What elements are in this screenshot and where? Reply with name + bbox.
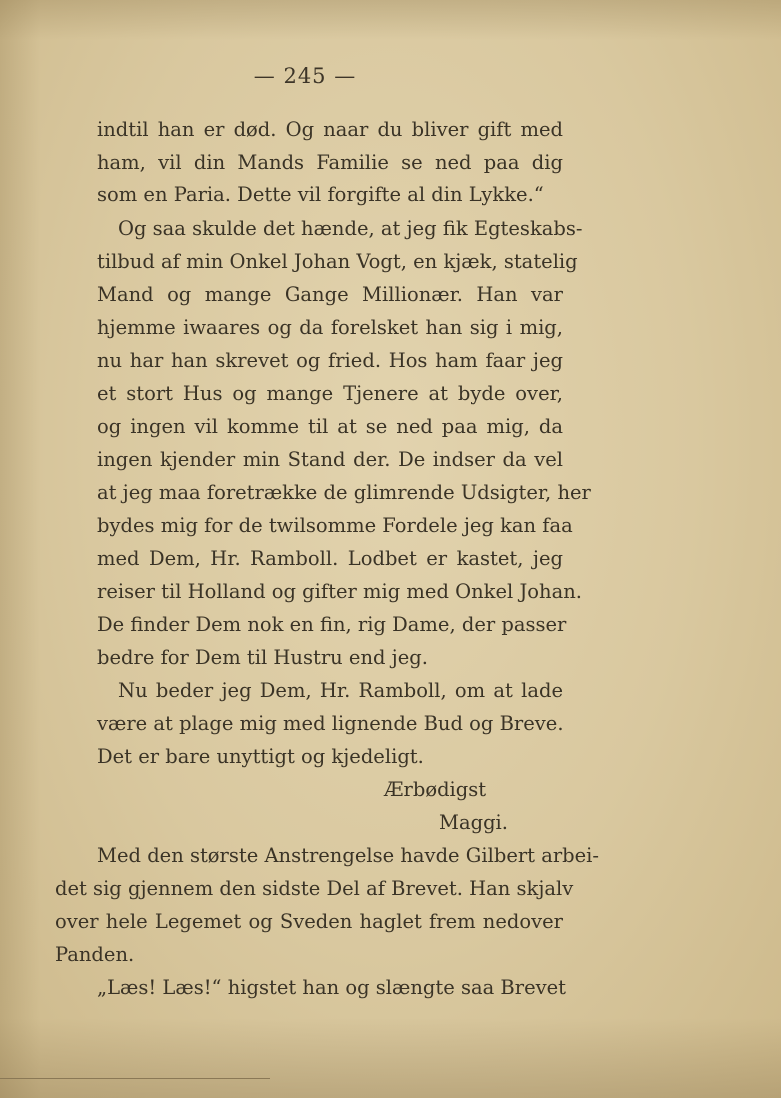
text-line: Og saa skulde det hænde, at jeg fik Egteskabs-	[118, 217, 583, 240]
page-edge-shadow-bottom	[0, 1018, 781, 1098]
page-edge-shadow-left	[0, 0, 40, 1098]
text-line: det sig gjennem den sidste Del af Brevet. Han skjalv	[55, 877, 574, 900]
text-line: „Læs! Læs!“ higstet han og slængte saa Brevet	[97, 976, 566, 999]
closing-salutation: Ærbødigst	[384, 778, 487, 801]
text-line: De finder Dem nok en fin, rig Dame, der passer	[97, 613, 567, 636]
text-line: reiser til Holland og gifter mig med Onkel Johan.	[97, 580, 582, 603]
text-line: Nu beder jeg Dem, Hr. Ramboll, om at lade	[118, 679, 563, 702]
text-line: med Dem, Hr. Ramboll. Lodbet er kastet, jeg	[97, 547, 563, 570]
text-line: bydes mig for de twilsomme Fordele jeg kan faa	[97, 514, 573, 537]
text-line: ingen kjender min Stand der. De indser da vel	[97, 448, 563, 471]
text-line: et stort Hus og mange Tjenere at byde over,	[97, 382, 563, 405]
text-line: Med den største Anstrengelse havde Gilbert arbei-	[97, 844, 600, 867]
text-line: Mand og mange Gange Millionær. Han var	[97, 283, 563, 306]
text-line: at jeg maa foretrække de glimrende Udsigter, her	[97, 481, 591, 504]
text-line: tilbud af min Onkel Johan Vogt, en kjæk, statelig	[97, 250, 578, 273]
text-line: som en Paria. Dette vil forgifte al din Lykke.“	[97, 183, 544, 206]
text-line: over hele Legemet og Sveden haglet frem nedover	[55, 910, 563, 933]
text-line: ham, vil din Mands Familie se ned paa dig	[97, 151, 563, 174]
text-line: bedre for Dem til Hustru end jeg.	[97, 646, 428, 669]
text-line: og ingen vil komme til at se ned paa mig, da	[97, 415, 563, 438]
text-line: nu har han skrevet og fried. Hos ham faar jeg	[97, 349, 563, 372]
text-line: Panden.	[55, 943, 135, 966]
text-line: hjemme iwaares og da forelsket han sig i mig,	[97, 316, 563, 339]
page-number: — 245 —	[253, 64, 357, 88]
page-edge-shadow-top	[0, 0, 781, 40]
text-line: indtil han er død. Og naar du bliver gift med	[97, 118, 563, 141]
bottom-rule-line	[0, 1078, 270, 1079]
text-line: være at plage mig med lignende Bud og Breve.	[97, 712, 564, 735]
signature-name: Maggi.	[439, 811, 508, 834]
text-line: Det er bare unyttigt og kjedeligt.	[97, 745, 424, 768]
